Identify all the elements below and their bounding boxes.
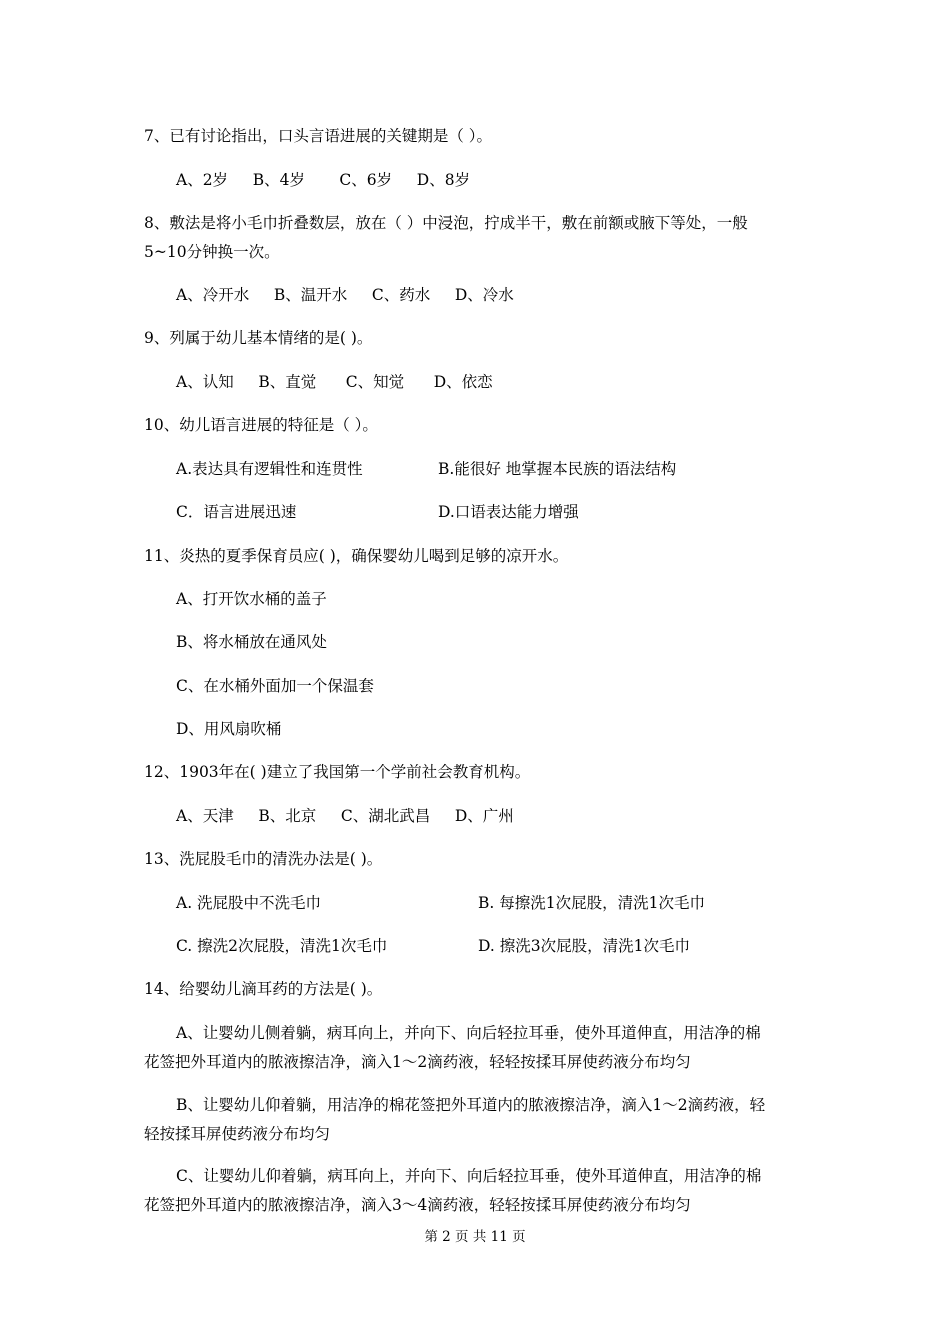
- question-8-options: A、冷开水 B、温开水 C、药水 D、冷水: [176, 286, 514, 304]
- question-13-option-d: D. 擦洗3次屁股，清洗1次毛巾: [478, 937, 690, 955]
- question-14-option-b-line1: B、让婴幼儿仰着躺，用洁净的棉花签把外耳道内的脓液擦洁净，滴入1～2滴药液，轻: [176, 1096, 766, 1114]
- question-11-option-c: C、在水桶外面加一个保温套: [176, 677, 374, 695]
- question-11-option-b: B、将水桶放在通风处: [176, 633, 327, 651]
- question-14-option-c-line1: C、让婴幼儿仰着躺，病耳向上，并向下、向后轻拉耳垂，使外耳道伸直，用洁净的棉: [176, 1167, 762, 1185]
- question-7-stem: 7、已有讨论指出，口头言语进展的关键期是（ ）。: [144, 127, 493, 145]
- question-13-option-a: A. 洗屁股中不洗毛巾: [176, 894, 322, 912]
- question-14-option-a-line2: 花签把外耳道内的脓液擦洁净，滴入1～2滴药液，轻轻按揉耳屏使药液分布均匀: [144, 1053, 691, 1071]
- question-10-option-c: C．语言进展迅速: [176, 503, 297, 521]
- question-14-option-a-line1: A、让婴幼儿侧着躺，病耳向上，并向下、向后轻拉耳垂，使外耳道伸直，用洁净的棉: [176, 1024, 761, 1042]
- question-13-option-b: B. 每擦洗1次屁股，清洗1次毛巾: [478, 894, 705, 912]
- question-14-stem: 14、给婴幼儿滴耳药的方法是( )。: [144, 980, 383, 998]
- question-12-options: A、天津 B、北京 C、湖北武昌 D、广州: [176, 807, 514, 825]
- question-10-option-a: A.表达具有逻辑性和连贯性: [176, 460, 363, 478]
- question-13-stem: 13、洗屁股毛巾的清洗办法是( )。: [144, 850, 383, 868]
- question-14-option-b-line2: 轻按揉耳屏使药液分布均匀: [144, 1125, 331, 1143]
- question-13-option-c: C. 擦洗2次屁股，清洗1次毛巾: [176, 937, 388, 955]
- question-8-stem-continued: 5~10分钟换一次。: [144, 243, 280, 261]
- question-10-option-d: D.口语表达能力增强: [438, 503, 579, 521]
- question-8-stem: 8、敷法是将小毛巾折叠数层，放在（ ）中浸泡，拧成半干，敷在前额或腋下等处，一般: [144, 214, 748, 232]
- question-9-stem: 9、列属于幼儿基本情绪的是( )。: [144, 329, 373, 347]
- question-11-stem: 11、炎热的夏季保育员应( )，确保婴幼儿喝到足够的凉开水。: [144, 547, 569, 565]
- question-10-stem: 10、幼儿语言进展的特征是（ ）。: [144, 416, 378, 434]
- page-number-footer: 第 2 页 共 11 页: [424, 1229, 526, 1245]
- question-9-options: A、认知 B、直觉 C、知觉 D、依恋: [176, 373, 493, 391]
- question-7-options: A、2岁 B、4岁 C、6岁 D、8岁: [176, 171, 471, 189]
- question-11-option-a: A、打开饮水桶的盖子: [176, 590, 327, 608]
- question-10-option-b: B.能很好 地掌握本民族的语法结构: [438, 460, 677, 478]
- question-12-stem: 12、1903年在( )建立了我国第一个学前社会教育机构。: [144, 763, 531, 781]
- question-14-option-c-line2: 花签把外耳道内的脓液擦洁净，滴入3～4滴药液，轻轻按揉耳屏使药液分布均匀: [144, 1196, 691, 1214]
- question-11-option-d: D、用风扇吹桶: [176, 720, 282, 738]
